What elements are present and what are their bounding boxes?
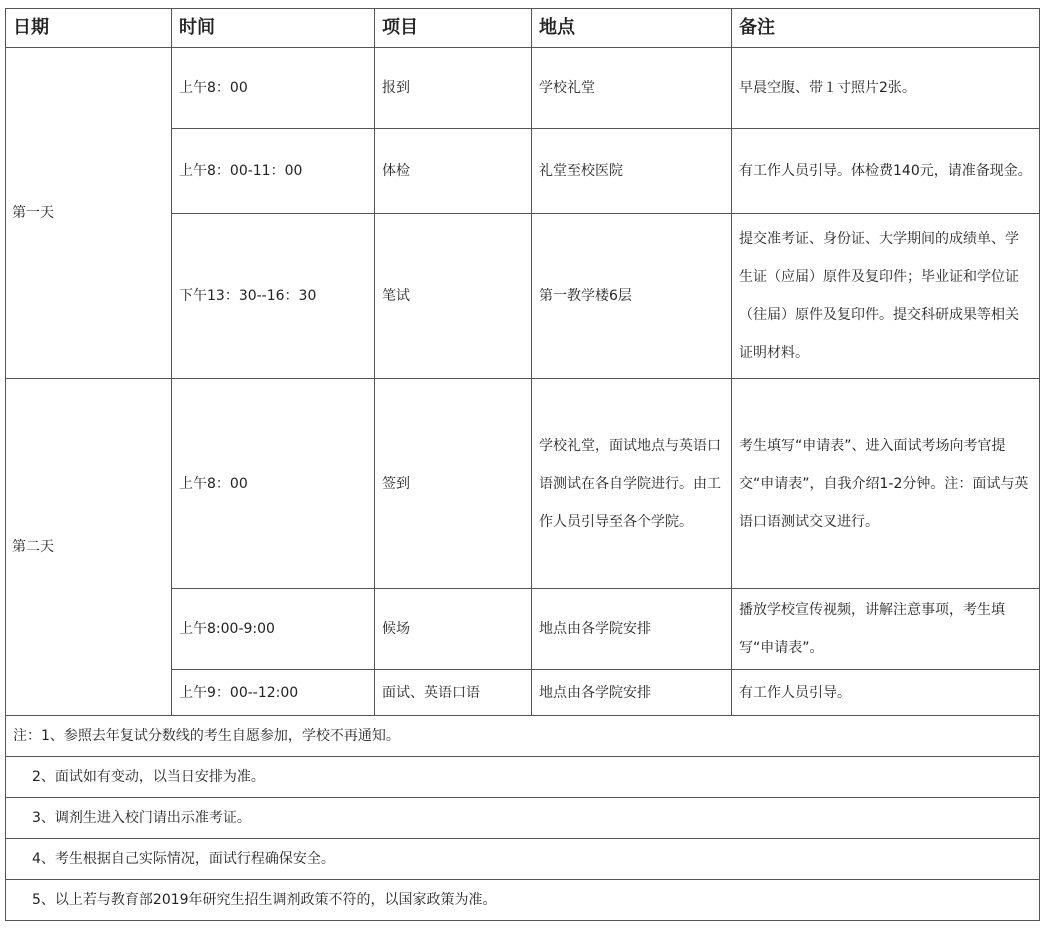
- item-cell: 签到: [375, 379, 532, 589]
- note-row: [6, 757, 1040, 798]
- note-text: 5、以上若与教育部2019年研究生招生调剂政策不符的，以国家政策为准。: [6, 880, 1040, 921]
- place-cell: 学校礼堂，面试地点与英语口语测试在各自学院进行。由工作人员引导至各个学院。: [532, 379, 732, 589]
- header-date: 日期: [6, 9, 172, 48]
- note-row: [6, 798, 1040, 839]
- time-cell: 上午8:00-9:00: [172, 589, 375, 670]
- note-row: [6, 716, 1040, 757]
- place-cell: 第一教学楼6层: [532, 214, 732, 379]
- table-row: [6, 379, 1040, 589]
- header-remark: 备注: [732, 9, 1040, 48]
- note-row: [6, 880, 1040, 921]
- remark-cell: 提交准考证、身份证、大学期间的成绩单、学生证（应届）原件及复印件；毕业证和学位证（往届）原件及复印件。提交科研成果等相关证明材料。: [732, 214, 1040, 379]
- table-row: [6, 48, 1040, 129]
- remark-cell: 有工作人员引导。体检费140元，请准备现金。: [732, 129, 1040, 214]
- day-label: 第二天: [6, 379, 172, 716]
- remark-cell: 考生填写“申请表”、进入面试考场向考官提交“申请表”，自我介绍1-2分钟。注：面试与英语口语测试交叉进行。: [732, 379, 1040, 589]
- remark-cell: 有工作人员引导。: [732, 670, 1040, 716]
- time-cell: 上午9：00--12:00: [172, 670, 375, 716]
- item-cell: 面试、英语口语: [375, 670, 532, 716]
- note-text: 2、面试如有变动，以当日安排为准。: [6, 757, 1040, 798]
- place-cell: 地点由各学院安排: [532, 589, 732, 670]
- place-cell: 地点由各学院安排: [532, 670, 732, 716]
- header-place: 地点: [532, 9, 732, 48]
- item-cell: 体检: [375, 129, 532, 214]
- remark-cell: 播放学校宣传视频，讲解注意事项，考生填写“申请表”。: [732, 589, 1040, 670]
- time-cell: 上午8：00-11：00: [172, 129, 375, 214]
- header-row: [6, 9, 1040, 48]
- day-label: 第一天: [6, 48, 172, 379]
- note-text: 注：1、参照去年复试分数线的考生自愿参加，学校不再通知。: [6, 716, 1040, 757]
- header-item: 项目: [375, 9, 532, 48]
- schedule-table: [5, 8, 1040, 921]
- note-text: 3、调剂生进入校门请出示准考证。: [6, 798, 1040, 839]
- item-cell: 报到: [375, 48, 532, 129]
- time-cell: 上午8：00: [172, 379, 375, 589]
- place-cell: 礼堂至校医院: [532, 129, 732, 214]
- note-row: [6, 839, 1040, 880]
- header-time: 时间: [172, 9, 375, 48]
- time-cell: 上午8：00: [172, 48, 375, 129]
- note-text: 4、考生根据自己实际情况，面试行程确保安全。: [6, 839, 1040, 880]
- item-cell: 笔试: [375, 214, 532, 379]
- item-cell: 候场: [375, 589, 532, 670]
- time-cell: 下午13：30--16：30: [172, 214, 375, 379]
- place-cell: 学校礼堂: [532, 48, 732, 129]
- remark-cell: 早晨空腹、带１寸照片2张。: [732, 48, 1040, 129]
